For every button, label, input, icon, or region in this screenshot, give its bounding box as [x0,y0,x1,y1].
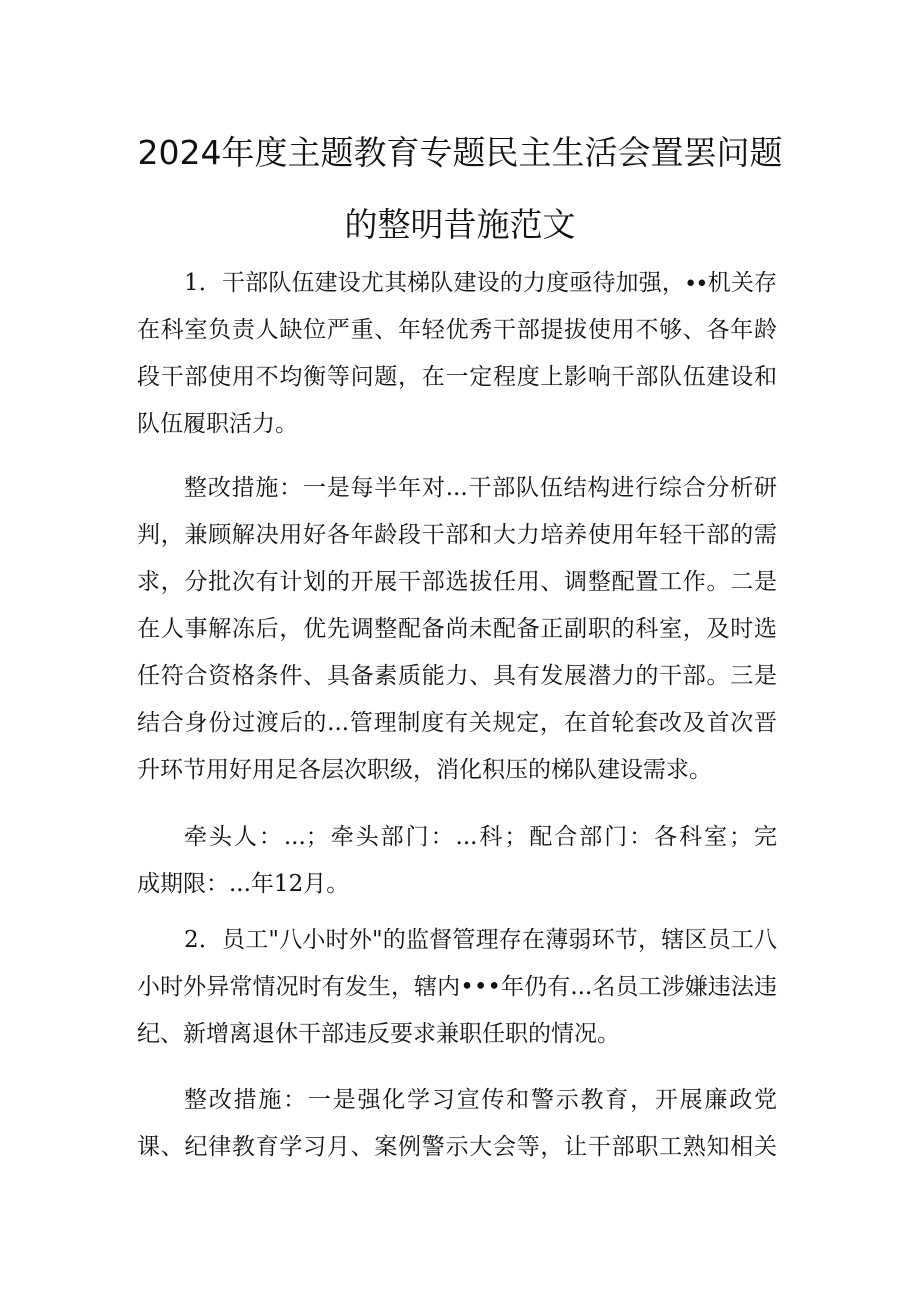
paragraph-line: 在科室负责人缺位严重、年轻优秀干部提拔使用不够、各年龄 [137,317,777,343]
paragraph-responsibility-1 [137,814,777,908]
paragraph-line: 整改措施：一是每半年对...干部队伍结构进行综合分析研 [184,475,777,501]
paragraph-line: 结合身份过渡后的...管理制度有关规定，在首轮套改及首次晋 [137,710,777,736]
paragraph-line: 在人事解冻后，优先调整配备尚未配备正副职的科室，及时选 [137,616,777,642]
paragraph-issue-2 [137,917,777,1058]
paragraph-line: 判，兼顾解决用好各年龄段干部和大力培养使用年轻干部的需 [137,522,777,548]
paragraph-line: 牵头人：...；牵头部门：...科；配合部门：各科室；完 [184,824,777,850]
paragraph-measures-2 [137,1077,777,1171]
paragraph-line: 1．干部队伍建设尤其梯队建设的力度亟待加强，∙∙机关存 [184,270,777,296]
paragraph-line: 整改措施：一是强化学习宣传和警示教育，开展廉政党 [184,1087,777,1113]
paragraph-line: 成期限：...年12月。 [137,871,350,897]
paragraph-line: 小时外异常情况时有发生，辖内•••年仍有...名员工涉嫌违法违 [137,974,777,1000]
paragraph-measures-1 [137,465,777,794]
paragraph-line: 2．员工"八小时外"的监督管理存在薄弱环节，辖区员工八 [184,927,777,953]
paragraph-line: 段干部使用不均衡等问题，在一定程度上影响干部队伍建设和 [137,364,777,390]
document-title-line-1: 2024年度主题教育专题民主生活会置罢问题 [137,133,783,172]
paragraph-line: 队伍履职活力。 [137,411,298,437]
paragraph-line: 任符合资格条件、具备素质能力、具有发展潜力的干部。三是 [137,663,777,689]
paragraph-line: 课、纪律教育学习月、案例警示大会等，让干部职工熟知相关 [137,1134,777,1160]
paragraph-line: 求，分批次有计划的开展干部选拔任用、调整配置工作。二是 [137,569,777,595]
paragraph-line: 升环节用好用足各层次职级，消化积压的梯队建设需求。 [137,757,712,783]
document-title-line-2: 的整明昔施范文 [344,205,576,244]
paragraph-issue-1 [137,260,777,448]
paragraph-line: 纪、新增离退休干部违反要求兼职任职的情况。 [137,1021,620,1047]
